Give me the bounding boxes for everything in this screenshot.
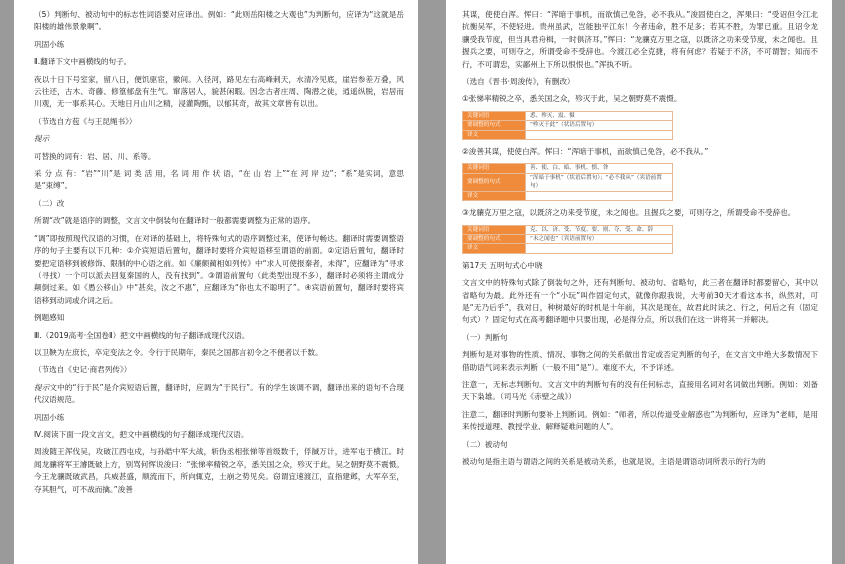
table-value [526,244,673,253]
table-key: 译文 [463,191,526,200]
table-row [463,244,673,253]
table-key: 关键词语 [463,164,526,173]
analysis-table [462,225,673,254]
paragraph: 可替换的词有：岩、居、川、系等。 [34,151,156,161]
table-value [526,130,673,139]
table-key: 要调整的句式 [463,173,526,191]
table-key: 关键词语 [463,225,526,234]
hint-label: 提示 [34,382,50,392]
table-value: 克、以、济、受、节度、要、则、夺、受、命、辞 [526,225,673,234]
passage: 夜以十日下号室家，留八日，便饥驱宦，徽间。入径河，路见左右高峰刺天，水清冷见底，崖岩参差万叠，风云往还，古木、奇藤、修篁郁盘有生气。窜落居人，貌甚闲暇。因念古者庄周、陶潜之徒，逍遥纵脱，岩居而川观，无一事系其心。天地日月山川之精，浸灌陶甄，以郁其奇，故其文章皆有以出。 [34,74,404,109]
exercise-heading: Ⅱ.翻译下文中画横线的句子。 [34,57,132,67]
left-page [14,0,418,564]
section-heading: （二）改 [34,198,65,208]
paragraph: 判断句是对事物的性质、情况、事物之间的关系做出肯定或否定判断的句子，在文言文中绝大多数情况下借助语气词来表示判断（一般不用“是”）。难度不大，不予详述。 [462,350,818,372]
question-sentence: ③龙骧克万里之寇，以既济之功来受节度，未之闻也。且握兵之要，可则夺之，所谓受命不受辞也。 [462,208,796,218]
section-heading: （一）判断句 [462,332,508,342]
question-sentence: ①张悌率精锐之卒，悉关国之众，殄灭于此，吴之朝野莫不震慑。 [462,94,682,104]
source-citation: （选自《晋书·周浚传》，有删改） [462,77,575,87]
paragraph: 所谓“改”就是语序的调整，文言文中倒装句在翻译时一般都需要调整为正常的语序。 [34,216,316,226]
table-value: 悉、殄灭、震、慑 [526,111,673,120]
table-key: 要调整的句式 [463,234,526,243]
table-value: “殄灭于此”（状语后置句） [526,121,673,130]
passage: 其谋，使使白浑。恽曰：“浑暗于事机，而欲慎己免咎，必不我从。”浚固使白之，浑果曰：“受诏但令江北抗衡吴军，不使轻进。贵州虽武，岂能独平江东！今者违命，胜不足多；若其不胜，为罪已重。且诏令龙骧受我节度，但当具君舟楫，一时俱济耳。”恽曰：“龙骧克万里之寇，以既济之功来受节度，未之闻也。且握兵之要，可则夺之，所谓受命不受辞也。今渡江必全克捷，将有何虑？若疑于不济，不可谓智；知而不行，不可谓忠，实鄙州上下所以恨恨也。”浑执不听。 [462,10,818,69]
table-row [463,191,673,200]
paragraph: 文言文中的特殊句式除了倒装句之外，还有判断句、被动句、省略句，此三者在翻译时都要留心，其中以省略句为最。此外还有一个“小玩”叫作固定句式，就像你跟我说，大考前30天才看这本书，纵然对，可是“无乃后乎”，我对日，种树最好的时机是十年前，其次是现在，故君此时读之、行之，何后之有（固定句式）？固定句式在高考翻译题中只要出现，必是得分点，所以我们在这一讲将其一并解决。 [462,278,818,325]
table-key: 译文 [463,130,526,139]
hint-paragraph [34,382,404,407]
table-row [463,130,673,139]
table-row [463,225,673,234]
analysis-table [462,111,673,140]
hint-label: 提示 [34,134,50,144]
table-row [463,164,673,173]
paragraph: 被动句是指主语与谓语之间的关系是被动关系，也就是说，主语是谓语动词所表示的行为的 [462,457,766,466]
table-row [463,173,673,191]
section-heading: 巩固小练 [34,39,65,49]
table-row [463,234,673,243]
source-citation: （节选自《史记·商君列传》） [34,365,132,375]
paragraph: 注意一，无标志判断句。文言文中的判断句有的没有任何标志，直接用名词对名词做出判断。例如：刘备天下枭雄。（司马光《赤壁之战》） [462,379,818,402]
table-value: 善、使、白、暗、事机、慎、咎 [526,164,673,173]
section-heading: 例题感知 [34,313,65,323]
table-key: 关键词语 [463,111,526,120]
section-heading: 巩固小练 [34,412,65,422]
exercise-heading: Ⅳ.阅读下面一段文言文，把文中画横线的句子翻译成现代汉语。 [34,429,249,439]
table-value: “浑暗于事机”（状语后置句）；“必不我从”（宾语前置句） [526,173,673,191]
table-row [463,121,673,130]
analysis-table [462,163,673,201]
chapter-title: 第17天 五明句式心中晓 [462,260,543,270]
paragraph: 采 分 点 有：“岩”“川”是 词 类 活 用，名 词 用 作 状 语，“在 山 岩 上”“在 河 岸 边”；“系”是实词，意思是“束缚”。 [34,169,404,191]
paragraph: “调”即按照现代汉语的习惯，在对译的基础上，将特殊句式的语序调整过来，使译句畅达。翻译时需要调整语序的句子主要有以下几种：①介宾短语后置句，翻译时要将介宾短语移至谓语的前面。②定语后置句，翻译时要把定语移到被修饰、限制的中心语之前。如《廉颇蔺相如列传》中“求人可使报秦者，未得”，应翻译为“寻求（寻找）一个可以派去回复秦国的人，没有找到”。③谓语前置句（此类型出现不多），翻译时必须将主谓成分颠倒过来。如《愚公移山》中“甚矣，汝之不惠”，应翻译为“你也太不聪明了”。④宾语前置句，翻译时要将宾语移到动词或介词之后。 [34,233,404,305]
table-value: “未之闻也”（宾语前置句） [526,234,673,243]
table-key: 译文 [463,244,526,253]
table-value [526,191,673,200]
right-page [446,0,832,564]
question-sentence: ②浚善其谋，使使白浑。恽曰：“浑暗于事机，而欲慎己免咎，必不我从。” [462,147,709,157]
table-key: 要调整的句式 [463,121,526,130]
passage: 以卫鞅为左庶长，卒定变法之令。令行于民期年，秦民之国都言初令之不便者以千数。 [34,347,323,357]
exercise-heading: Ⅲ.（2019高考·全国卷Ⅱ）把文中画横线的句子翻译成现代汉语。 [34,330,250,340]
table-row [463,111,673,120]
paragraph: （5）判断句、被动句中的标志性词语要对应译出。例如：“此则岳阳楼之大观也”为判断句，应译为“这就是岳阳楼的雄伟景象啊”。 [34,10,404,32]
hint-text: 文中的“行于民”是介宾短语后置，翻译时，应调为“于民行”。有的学生该调不调，翻译出来的语句不合现代汉语规范。 [34,382,404,405]
section-heading: （二）被动句 [462,439,508,449]
paragraph: 注意二，翻译时判断句要补上判断词。例如：“师者，所以传道受业解惑也”为判断句，应译为“老师，是用来传授道理、教授学业、解释疑难问题的人”。 [462,409,818,432]
source-citation: （节选自方苞《与王昆绳书》） [34,116,137,126]
passage: 周浚随王浑伐吴，攻破江西屯戍，与孙皓中军大战，斩伪丞相张悌等首级数千，俘馘万计，进军屯于横江。时闻龙骧将军王濬既破上方，别骂何恽说浚曰：“张悌率精锐之卒，悉关国之众，殄灭于此，吴之朝野莫不震慑。今王龙骧既破武昌，兵威甚盛，顺流而下，所向辄克，土崩之势见矣。窃谓宜速渡江，直指建邺，大军卒至，夺其胆气，可不战而擒。”浚善 [34,447,404,494]
